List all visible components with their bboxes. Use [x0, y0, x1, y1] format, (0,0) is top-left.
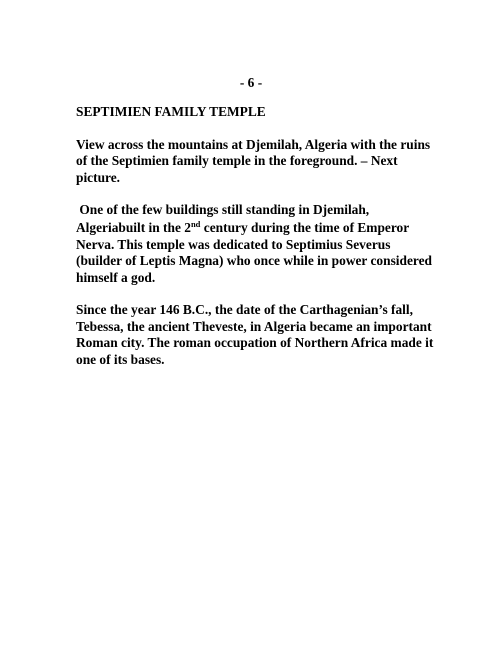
paragraph-text: century during the time of Emperor: [200, 219, 410, 235]
paragraph-temple-history: [76, 202, 436, 286]
paragraph-line: one of its bases.: [76, 351, 165, 367]
page-number: - 6 -: [239, 75, 263, 90]
paragraph-line: himself a god.: [76, 269, 156, 285]
paragraph-line: picture.: [76, 169, 121, 185]
paragraph-view-description: [76, 137, 436, 187]
paragraph-line: Roman city. The roman occupation of Northern Africa made it: [76, 335, 434, 350]
paragraph-line: Nerva. This temple was dedicated to Septimius Severus: [76, 236, 391, 252]
paragraph-line: One of the few buildings still standing in Djemilah,: [76, 202, 370, 217]
paragraph-tebessa: [76, 302, 436, 368]
paragraph-line: View across the mountains at Djemilah, Algeria with the ruins: [76, 136, 431, 152]
ordinal-suffix: nd: [190, 218, 201, 229]
paragraph-line: [76, 219, 436, 237]
paragraph-line: of the Septimien family temple in the foreground. – Next: [76, 153, 398, 168]
paragraph-line: (builder of Leptis Magna) who once while in power considered: [76, 253, 432, 268]
section-heading: SEPTIMIEN FAMILY TEMPLE: [76, 104, 266, 119]
document-body: [76, 104, 436, 384]
paragraph-line: Since the year 146 B.C., the date of the Carthagenian’s fall,: [76, 302, 413, 317]
paragraph-text: Algeriabuilt in the 2: [76, 219, 191, 235]
paragraph-line: Tebessa, the ancient Theveste, in Algeria became an important: [76, 318, 432, 334]
